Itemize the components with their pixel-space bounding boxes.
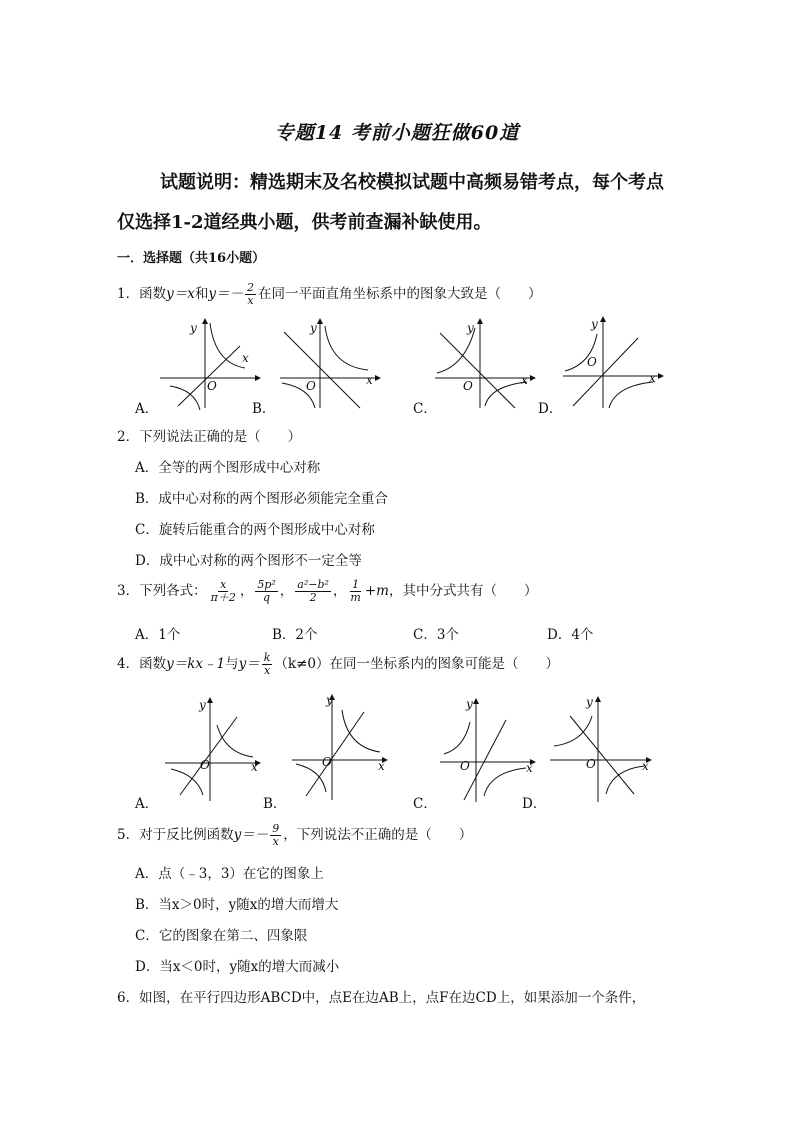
origin-label: O (306, 379, 316, 393)
q4-graph-b (292, 692, 392, 800)
q4-option-a[interactable]: A． (135, 796, 159, 812)
origin-label: O (463, 379, 473, 393)
q1-graph-b (280, 318, 380, 410)
q1-option-d[interactable]: D． (538, 401, 563, 417)
q2-option-b[interactable]: B．成中心对称的两个图形必须能完全重合 (135, 491, 388, 507)
x-axis-label: x (366, 373, 373, 387)
q1-option-a[interactable]: A． (135, 401, 159, 417)
q4-option-b[interactable]: B． (263, 796, 287, 812)
q4-graph-a (165, 695, 265, 801)
q3-option-a[interactable]: A．1个 (135, 627, 181, 643)
origin-label: O (587, 355, 597, 369)
x-axis-label: x (521, 373, 528, 387)
x-axis-label: x (526, 761, 533, 775)
q4-option-d[interactable]: D． (522, 796, 547, 812)
y-axis-label: y (467, 321, 474, 335)
y-axis-label: y (586, 695, 593, 709)
x-axis-label: x (378, 759, 385, 773)
q1-option-b[interactable]: B． (252, 401, 276, 417)
origin-label: O (322, 755, 332, 769)
q1-graph-d (563, 316, 663, 410)
question-5-stem: 5．对于反比例函数y＝－ $\frac{9}{x}$ ，下列说法不正确的是（ ） (117, 822, 473, 848)
q3-option-d[interactable]: D．4个 (547, 627, 594, 643)
q1-graph-a (160, 318, 260, 410)
q2-option-d[interactable]: D．成中心对称的两个图形不一定全等 (135, 553, 362, 569)
q3-option-b[interactable]: B．2个 (272, 627, 318, 643)
question-6-stem: 6．如图，在平行四边形ABCD中，点E在边AB上，点F在边CD上，如果添加一个条件， (117, 990, 646, 1006)
y-axis-label: y (326, 693, 333, 707)
question-4-stem: 4．函数y＝kx﹣1与y＝ $\frac{k}{x}$ （k≠0）在同一坐标系内的图象可能是（ ） (117, 651, 560, 677)
origin-label: O (460, 759, 470, 773)
x-axis-label: x (642, 759, 649, 773)
y-axis-label: y (591, 317, 598, 331)
page-title: 专题14 考前小题狂做60道 (274, 122, 520, 144)
question-3-stem: 3．下列各式： $\frac{x}{\pi+2}$ ， $\frac{\text{5p²}}{q}$ ， $\frac{\text{a²−b²}}{2}$ ， $\frac{1}{m}$ +m，其中分式共有（ ） (117, 578, 538, 604)
y-axis-label: y (199, 698, 206, 712)
q5-option-a[interactable]: A．点（﹣3，3）在它的图象上 (135, 866, 324, 882)
intro-line-1: 试题说明：精选期末及名校模拟试题中高频易错考点，每个考点 (160, 172, 664, 193)
q5-option-b[interactable]: B．当x＞0时，y随x的增大而增大 (135, 897, 339, 913)
origin-label: O (200, 758, 210, 772)
origin-label: O (586, 757, 596, 771)
q1-graph-c (435, 318, 535, 410)
section-heading: 一．选择题（共16小题） (117, 251, 266, 266)
q3-option-c[interactable]: C．3个 (413, 627, 459, 643)
y-axis-label: y (466, 697, 473, 711)
y-axis-label: y (310, 321, 317, 335)
q2-option-a[interactable]: A．全等的两个图形成中心对称 (135, 460, 321, 476)
q5-option-d[interactable]: D．当x＜0时，y随x的增大而减小 (135, 959, 340, 975)
q4-graph-d (550, 694, 660, 802)
intro-line-2: 仅选择1-2道经典小题，供考前查漏补缺使用。 (117, 212, 492, 233)
x-axis-label: x (649, 371, 656, 385)
x-axis-label: x (251, 760, 258, 774)
y-axis-label: y (190, 321, 197, 335)
q1-option-c[interactable]: C． (413, 401, 437, 417)
x-axis-label: x (242, 351, 249, 365)
origin-label: O (207, 379, 217, 393)
q4-graph-c (440, 696, 540, 802)
q4-option-c[interactable]: C． (413, 796, 437, 812)
question-2-stem: 2．下列说法正确的是（ ） (117, 429, 302, 445)
q5-option-c[interactable]: C．它的图象在第二、四象限 (135, 928, 308, 944)
q2-option-c[interactable]: C．旋转后能重合的两个图形成中心对称 (135, 522, 375, 538)
question-1-stem: 1．函数y＝x和y＝－ $\frac{2}{x}$ 在同一平面直角坐标系中的图象大致是（ ） (117, 281, 542, 307)
